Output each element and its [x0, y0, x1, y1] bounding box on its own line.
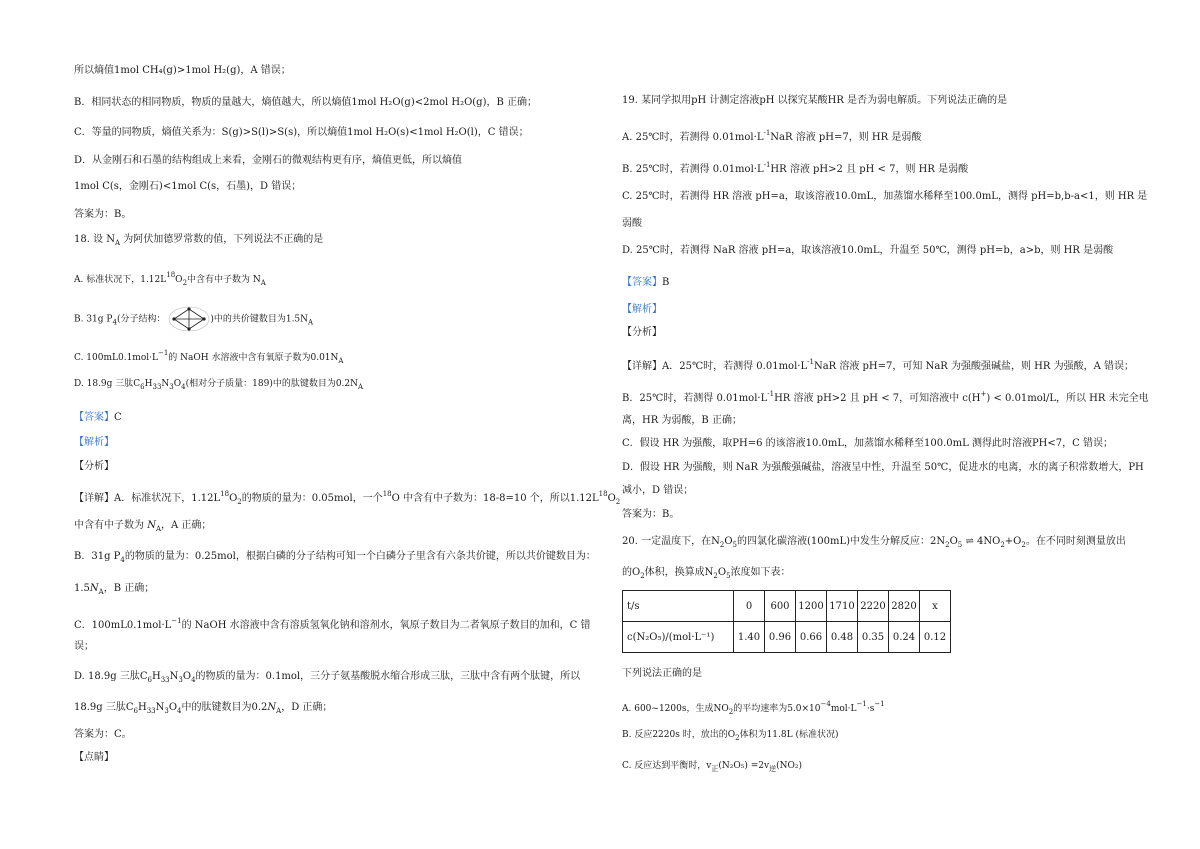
- option-20-b: B. 反应2220s 时，放出的$O_2$体积为11.8L (标准状况): [622, 730, 839, 742]
- option-19-c-cont: 弱酸: [622, 218, 642, 229]
- table-cell: 2220: [858, 591, 889, 622]
- question-20-cont: 的$O_2$体积，换算成$N_2O_5$浓度如下表：: [622, 567, 791, 580]
- table-cell: 600: [765, 591, 796, 622]
- explain-line: 误；: [74, 641, 94, 652]
- text-line: D．从金刚石和石墨的结构组成上来看，金刚石的微观结构更有序，熵值更低，所以熵值: [74, 155, 463, 166]
- table-header-cell: t/s: [623, 591, 734, 622]
- option-18-c: C. $100mL0.1mol\cdot L^{-1}$的 NaOH 水溶液中含有氧原子数为$0.01N_A$: [74, 349, 344, 365]
- explain-line: 答案为：B。: [622, 509, 680, 520]
- table-cell: 2820: [889, 591, 920, 622]
- table-row: [623, 622, 951, 653]
- table-cell: 0: [734, 591, 765, 622]
- explain-line: 离，HR 为弱酸，B 正确；: [622, 415, 742, 426]
- option-20-a: A. 600~1200s，生成$NO_2$的平均速率为$5.0\times 10^{-4}mol\cdot L^{-1}\cdot s^{-1}$: [622, 700, 885, 716]
- question-19: 19. 某同学拟用pH 计测定溶液pH 以探究某酸HR 是否为弱电解质。下列说法正确的是: [622, 95, 1008, 106]
- table-cell: 0.96: [765, 622, 796, 653]
- analysis-label: 【解析】: [622, 304, 662, 315]
- option-19-b: B. 25℃时，若测得 $0.01mol\cdot L^{-1}HR$ 溶液 pH>2 且 pH < 7，则 HR 是弱酸: [622, 161, 969, 175]
- explain-line: $1.5N_A$，B 正确；: [74, 583, 155, 596]
- table-cell: 0.48: [827, 622, 858, 653]
- dianjing-label: 【点睛】: [74, 752, 114, 763]
- table-cell: 0.24: [889, 622, 920, 653]
- option-19-d: D. 25℃时，若测得 NaR 溶液 pH=a，取该溶液10.0mL，升温至 50℃，测得 pH=b，a>b，则 HR 是弱酸: [622, 245, 1114, 256]
- explain-line: B．31g $P_4$的物质的量为：0.25mol，根据白磷的分子结构可知一个白磷分子里含有六条共价键，所以共价键数目为：: [74, 551, 596, 564]
- explain-line: 减小，D 错误；: [622, 485, 694, 496]
- text-line: 答案为：B。: [74, 209, 132, 220]
- explain-line: 【详解】A．25℃时，若测得 $0.01mol\cdot L^{-1}NaR$ 溶液 pH=7，可知 NaR 为强酸强碱盐，则 HR 为强酸，A 错误；: [622, 358, 1135, 372]
- option-20-c: C. 反应达到平衡时，$v_正(N_2O_5) =2v_逆(NO_2)$: [622, 761, 802, 773]
- explain-line: D. 18.9g 三肽$C_6H_{33}N_3O_4$的物质的量为：0.1mol，三分子氨基酸脱水缩合形成三肽，三肽中含有两个肽键，所以: [74, 671, 581, 684]
- option-18-d: D. 18.9g 三肽$C_6H_{33}N_3O_4$(相对分子质量：189)中的肽键数目为$0.2N_A$: [74, 379, 364, 391]
- explain-line: 中含有中子数为 $N_A$，A 正确；: [74, 520, 212, 533]
- text-line: C．等量的同物质，熵值关系为：S(g)>S(l)>S(s)，所以熵值1mol H₂O(s)<1mol H₂O(l)，C 错误；: [74, 127, 529, 138]
- table-cell: 0.35: [858, 622, 889, 653]
- fenxi-label: 【分析】: [622, 327, 662, 338]
- text-line: B．相同状态的相同物质，物质的量越大，熵值越大，所以熵值1mol H₂O(g)<2mol H₂O(g)，B 正确；: [74, 97, 538, 108]
- table-cell: 0.66: [796, 622, 827, 653]
- question-18: 18. 设 $N_A$ 为阿伏加德罗常数的值，下列说法不正确的是: [74, 234, 324, 247]
- explain-line: D．假设 HR 为强酸，则 NaR 为强酸强碱盐，溶液呈中性，升温至 50℃，促进水的电离，水的离子积常数增大，PH: [622, 462, 1144, 473]
- table-cell: 1200: [796, 591, 827, 622]
- explain-line: 18.9g 三肽$C_6H_{33}N_3O_4$中的肽键数目为$0.2N_A$，D 正确；: [74, 702, 333, 715]
- table-row: [623, 591, 951, 622]
- p4-molecule-icon: [168, 306, 210, 332]
- explain-line: 答案为：C。: [74, 729, 132, 740]
- answer-18: 【答案】C: [74, 412, 122, 423]
- text-line: 所以熵值1mol CH₄(g)>1mol H₂(g)，A 错误；: [74, 65, 291, 76]
- fenxi-label: 【分析】: [74, 461, 114, 472]
- table-cell: 0.12: [920, 622, 951, 653]
- question-20-ask: 下列说法正确的是: [622, 668, 702, 679]
- text-line: 1mol C(s，金刚石)<1mol C(s，石墨)，D 错误；: [74, 181, 302, 192]
- answer-19: 【答案】B: [622, 277, 670, 288]
- option-18-a: A. 标准状况下，$1.12L^{18}O_2$中含有中子数为 $N_A$: [74, 271, 266, 287]
- table-header-cell: c(N₂O₅)/(mol·L⁻¹): [623, 622, 734, 653]
- explain-line: C．$100mL0.1mol\cdot L^{-1}$的 NaOH 水溶液中含有溶质氢氧化钠和溶剂水，氧原子数目为二者氧原子数目的加和，C 错: [74, 617, 591, 631]
- concentration-table: [622, 590, 951, 653]
- option-19-c: C. 25℃时，若测得 HR 溶液 pH=a，取该溶液10.0mL，加蒸馏水稀释至100.0mL，测得 pH=b,b-a<1，则 HR 是: [622, 191, 1148, 202]
- explain-line: B．25℃时，若测得 $0.01mol\cdot L^{-1}HR$ 溶液 pH>2 且 pH < 7，可知溶液中 c(H+) < 0.01mol/L，所以 HR 未完全电: [622, 390, 1149, 404]
- table-cell: 1710: [827, 591, 858, 622]
- analysis-label: 【解析】: [74, 437, 114, 448]
- explain-line: C．假设 HR 为强酸，取PH=6 的该溶液10.0mL，加蒸馏水稀释至100.0mL 测得此时溶液PH<7，C 错误；: [622, 438, 1113, 449]
- explain-line: 【详解】A．标准状况下，$1.12L^{18}O_2$的物质的量为：0.05mol，一个$^{18}$O 中含有中子数为：18-8=10 个，所以$1.12L^{18}O_2$: [74, 490, 621, 506]
- question-20: 20. 一定温度下，在$N_2O_5$的四氯化碳溶液(100mL)中发生分解反应：$2N_2O_5$ ⇌ $4NO_2+O_2$。在不同时刻测量放出: [622, 536, 1126, 549]
- option-18-b: B. 31g $P_4$(分子结构： )中的共价键数目为$1.5N_A$: [74, 306, 313, 332]
- table-cell: 1.40: [734, 622, 765, 653]
- option-19-a: A. 25℃时，若测得 $0.01mol\cdot L^{-1}NaR$ 溶液 pH=7，则 HR 是弱酸: [622, 129, 922, 143]
- table-cell: x: [920, 591, 951, 622]
